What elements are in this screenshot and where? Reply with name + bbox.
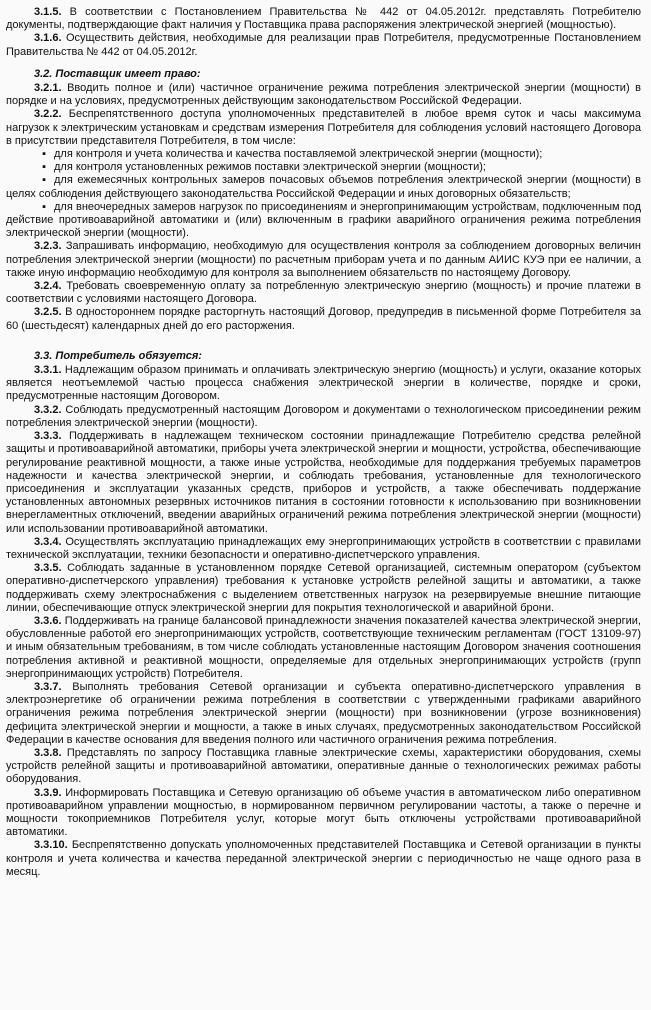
bullet-item — [6, 201, 641, 241]
clause-3-2-2 — [6, 108, 641, 148]
clause-3-3-10 — [6, 839, 641, 879]
bullet-text: для внеочередных замеров нагрузок по присоединениям и энергопринимающим устройствам, подключенным под действие противоаварийной автоматики и (или) включенным в графики аварийного ограничения режима потребления электрической энергии (мощности). — [6, 200, 641, 240]
clause-number: 3.1.5. — [34, 6, 62, 18]
clause-3-3-4 — [6, 536, 641, 562]
bullet-item — [6, 148, 641, 161]
bullet-icon: ▪ — [42, 200, 46, 213]
clause-number: 3.3.5. — [34, 562, 62, 575]
clause-text: Осуществить действия, необходимые для реализации прав Потребителя, предусмотренные Постановлением Правительства № 442 от 04.05.2012г. — [6, 32, 642, 58]
clause-text: Представлять по запросу Поставщика главные электрические схемы, характеристики оборудования, схемы устройств релейной защиты и противоаварийной автоматики, оперативные данные о технологических режимах работы оборудования. — [6, 746, 642, 786]
clause-text: Беспрепятственно допускать уполномоченных представителей Поставщика и Сетевой организации в пункты контроля и учета количества и качества переданной электрической энергии с периодичностью не чаще одного раза в месяц. — [6, 839, 641, 878]
clause-number: 3.1.6. — [34, 32, 62, 45]
clause-3-3-5 — [6, 562, 641, 615]
clause-text: Информировать Поставщика и Сетевую организацию об объеме участия в автоматическом либо оперативном противоаварийном управлении мощностью, в нормированном первичном регулировании частоты, а также о перечне и мощности токоприемников Потребителя услуг, которые могут быть отключены устройствами противоаварийной автоматики. — [6, 786, 641, 839]
clause-number: 3.3.6. — [34, 614, 62, 627]
clause-number: 3.3.7. — [34, 680, 62, 693]
clause-number: 3.3.8. — [34, 746, 62, 759]
clause-number: 3.2.1. — [34, 82, 62, 95]
clause-text: Надлежащим образом принимать и оплачивать электрическую энергию (мощность) и услуги, оказание которых является неотъемлемой частью процесса снабжения электрической энергии в количестве, порядке и сроки, предусмотренные настоящим Договором. — [6, 364, 642, 403]
clause-3-1-5 — [6, 6, 641, 32]
spacer — [6, 333, 641, 341]
clause-3-3-3 — [6, 430, 641, 536]
clause-number: 3.2.5. — [34, 306, 62, 319]
clause-3-2-4 — [6, 280, 641, 306]
bullet-text: для ежемесячных контрольных замеров почасовых объемов потребления электрической энергии (мощности) в целях соблюдения действующего законодательства Российской Федерации и иных договорных обязательств; — [6, 174, 641, 200]
bullet-icon: ▪ — [42, 148, 46, 161]
section-heading-3-2: 3.2. Поставщик имеет право: — [34, 67, 201, 80]
clause-text: Поддерживать на границе балансовой принадлежности значения показателей качества электрической энергии, обусловленные работой его энергопринимающих устройств, соответствующие техническим регламентам (ГОСТ 13109-97) и иным обязательным требованиям, в том числе соблюдать установленные настоящим Договором значения соотношения потребления активной и реактивной мощности, определяемые для отдельных энергопринимающих устройств (групп энергопринимающих устройств) Потребителя. — [6, 614, 641, 680]
clause-number: 3.3.2. — [34, 403, 62, 416]
clause-text: Соблюдать заданные в установленном порядке Сетевой организацией, системным оператором (субъектом оперативно-диспетчерского управления) требования к установке устройств релейной защиты и автоматики, а также поддерживать схему электроснабжения с выделением ответственных нагрузок на резервируемые внешние питающие линии, обеспечивающие отпуск электрической энергии для покрытия технологической и аварийной брони. — [6, 562, 641, 614]
bullet-item — [6, 161, 641, 174]
clause-number: 3.3.3. — [34, 430, 62, 443]
clause-text: Соблюдать предусмотренный настоящим Договором и документами о технологическом присоединении режим потребления электрической энергии (мощности). — [6, 403, 641, 429]
clause-number: 3.3.4. — [34, 535, 62, 548]
clause-text: В одностороннем порядке расторгнуть настоящий Договор, предупредив в письменной форме Потребителя за 60 (шестьдесят) календарных дней до его расторжения. — [6, 306, 641, 332]
clause-number: 3.2.4. — [34, 280, 62, 293]
clause-3-2-5 — [6, 306, 641, 332]
clause-text: Вводить полное и (или) частичное ограничение режима потребления электрической энергии (мощности) в порядке и на условиях, предусмотренных действующим законодательством Российской Федерации. — [6, 82, 642, 108]
clause-number: 3.3.10. — [34, 839, 68, 852]
bullet-item — [6, 174, 641, 200]
bullet-text: для контроля и учета количества и качества поставляемой электрической энергии (мощности); — [54, 148, 543, 161]
clause-text: В соответствии с Постановлением Правительства № 442 от 04.05.2012г. представлять Потребителю документы, подтверждающие факт наличия у Поставщика права распоряжения электрической энергией (мощностью). — [6, 6, 641, 32]
clause-text: Осуществлять эксплуатацию принадлежащих ему энергопринимающих устройств в соответствии с правилами технической эксплуатации, техники безопасности и оперативно-диспетчерского управления. — [6, 535, 641, 561]
clause-3-3-6 — [6, 615, 641, 681]
clause-number: 3.2.3. — [34, 240, 62, 253]
clause-text: Требовать своевременную оплату за потребленную электрическую энергию (мощность) и прочие платежи в соответствии с условиями настоящего Договора. — [6, 280, 642, 306]
clause-text: Выполнять требования Сетевой организации и субъекта оперативно-диспетчерского управления в электроэнергетике об ограничении режима потребления в соответствии с утвержденными графиками аварийного ограничения режима потребления электрической энергии (мощности) при возникновении (угрозе возникновения) дефицита электрической энергии и мощности, а также в иных случаях, предусмотренных законодательством Российской Федерации в качестве основания для введения полного или частичного ограничения режима потребления. — [6, 680, 642, 746]
bullet-text: для контроля установленных режимов поставки электрической энергии (мощности); — [54, 161, 486, 174]
clause-text: Беспрепятственного доступа уполномоченных представителей в любое время суток и часы максимума нагрузок к электрическим установкам и средствам измерения Потребителя для соблюдения условий настоящего Договора в присутствии представителя Потребителя, в том числе: — [6, 108, 641, 147]
clause-3-2-1 — [6, 82, 641, 108]
clause-text: Запрашивать информацию, необходимую для осуществления контроля за соблюдением договорных величин потребления электрической энергии (мощности) по расчетным приборам учета и по данным АИИС КУЭ при ее наличии, а также иную информацию необходимую для контроля за выполнением обязательств по настоящему Договору. — [6, 240, 641, 279]
bullet-icon: ▪ — [42, 174, 46, 187]
clause-3-3-9 — [6, 787, 641, 840]
clause-3-3-8 — [6, 747, 641, 787]
clause-number: 3.3.1. — [34, 364, 62, 377]
clause-3-3-2 — [6, 404, 641, 430]
section-heading-3-3: 3.3. Потребитель обязуется: — [34, 349, 202, 362]
clause-3-3-7 — [6, 681, 641, 747]
bullet-icon: ▪ — [42, 161, 46, 174]
clause-text: Поддерживать в надлежащем техническом состоянии принадлежащие Потребителю средства релейной защиты и противоаварийной автоматики, приборы учета электрической энергии и мощности, устройства, обеспечивающие регулирование реактивной мощности, а также иные устройства, необходимые для поддержания требуемых параметров надежности и качества электрической энергии, и соблюдать требования, установленные для технологического присоединения и эксплуатации указанных средств, приборов и устройств, а также обеспечивать поддержание установленных автономных резервных источников питания в состоянии готовности к использованию при возникновении внерегламентных отключений, введении аварийных ограничений режима потребления электрической энергии (мощности) или использовании противоаварийной автоматики. — [6, 430, 642, 535]
clause-number: 3.3.9. — [34, 786, 62, 799]
clause-3-1-6 — [6, 32, 641, 58]
clause-3-2-3 — [6, 240, 641, 280]
clause-3-3-1 — [6, 364, 641, 404]
clause-number: 3.2.2. — [34, 108, 62, 121]
